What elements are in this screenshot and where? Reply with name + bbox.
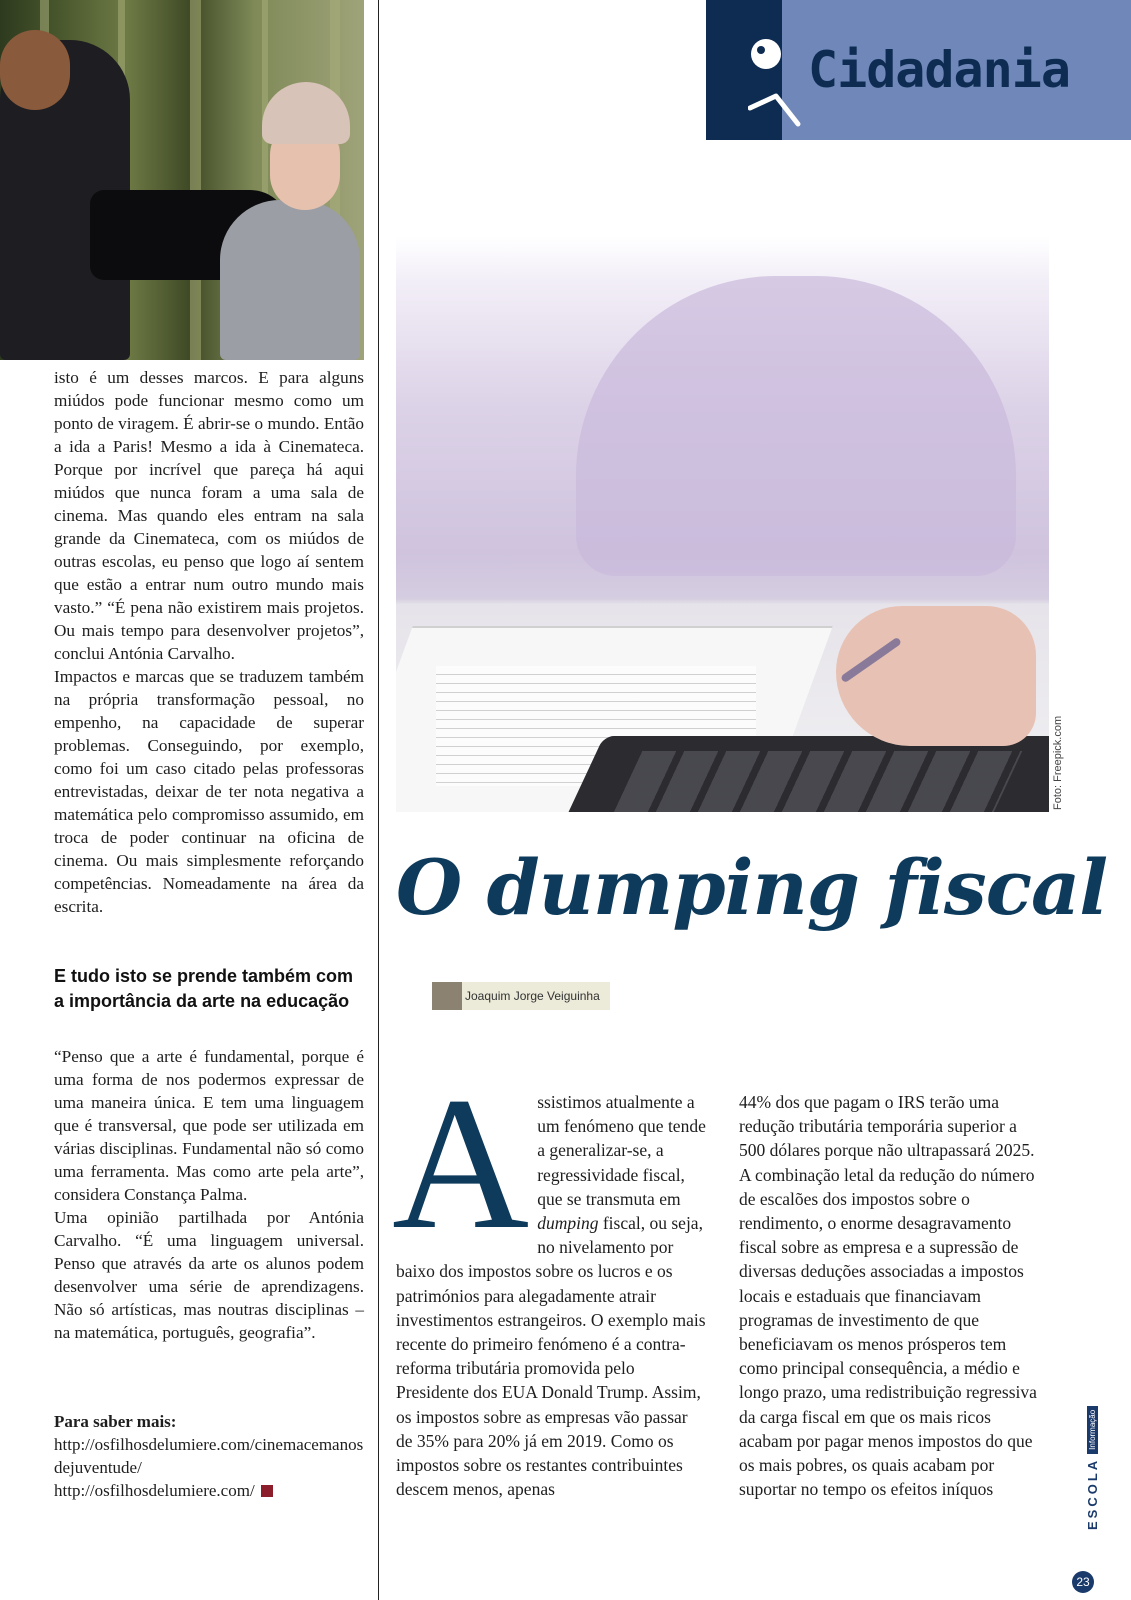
article-column-1 <box>392 1059 706 1501</box>
article-column-2-text: 44% dos que pagam o IRS terão uma redução tributária temporária superior a 500 dólares porque não ultrapassará 2025. A combinação letal da redução do número de escalões dos impostos sobre o rendimento, o enorme desagravamento fiscal sobre as empresa e a supressão de diversas deduções associadas a impostos locais e estaduais que financiavam programas de investimento de que beneficiavam os menos prósperos tem como principal consequência, a médio e longo prazo, uma redistribuição regressiva da carga fiscal em que os mais ricos acabam por pagar menos impostos do que os mais pobres, os quais acabam por suportar no tempo os efeitos iníquos <box>739 1092 1037 1500</box>
left-paragraph-1-a: isto é um desses marcos. E para alguns miúdos pode funcionar mesmo como um ponto de viragem. É abrir-se o mundo. Então a ida a Paris! Mesmo a ida à Cinemateca. Porque por incrível que pareça há aqui miúdos que nunca foram a uma sala de cinema. Mas quando eles entram na sala grande da Cinemateca, com os miúdos de outras escolas, eu penso que logo aí sentem que estão a entrar num outro mundo mais vasto.” “É pena não existirem mais projetos. Ou mais tempo para desenvolver projetos”, conclui Antónia Carvalho. <box>54 368 364 663</box>
more-info-link-1[interactable]: http://osfilhosdelumiere.com/cinemacemanosdejuventude/ <box>54 1435 364 1477</box>
article-column-2 <box>739 1090 1039 1501</box>
article-text-1b: fiscal, ou seja, no nivelamento por baixo dos impostos sobre os lucros e os patrimónios para alegadamente atrair investimentos estrangeiros. O exemplo mais recente do primeiro fenómeno é a contra-reforma tributária promovida pelo Presidente dos EUA Donald Trump. Assim, os impostos sobre as empresas vão passar de 35% para 20% já em 2019. Como os impostos sobre os restantes contribuintes descem menos, apenas <box>396 1213 706 1500</box>
magazine-name: ESCOLA <box>1085 1457 1100 1530</box>
calculator-photo <box>396 236 1049 812</box>
photo-credit: Foto: Freepick.com <box>1052 715 1064 810</box>
kids-filming-photo <box>0 0 364 360</box>
magazine-subtitle: Informação <box>1087 1406 1098 1454</box>
hand <box>836 606 1036 746</box>
left-paragraph-2-a: “Penso que a arte é fundamental, porque é uma forma de nos podermos expressar de uma maneira única. E tem uma linguagem que é transversal, que pode ser utilizada em várias disciplinas. Fundamental não só como uma ferramenta. Mas como arte pela arte”, considera Constança Palma. <box>54 1047 364 1204</box>
left-paragraph-2-b: Uma opinião partilhada por Antónia Carvalho. “É uma linguagem universal. Penso que através da arte os alunos podem desenvolver uma série de aprendizagens. Não só artísticas, mas noutras disciplinas – na matemática, português, geografia”. <box>54 1208 364 1342</box>
page-number: 23 <box>1072 1571 1094 1593</box>
calculator-keys <box>610 751 1023 812</box>
more-info-block <box>54 1410 364 1502</box>
article-title: O dumping fiscal <box>396 843 1108 932</box>
article-text-1a: ssistimos atualmente a um fenómeno que tende a generalizar-se, a regressividade fiscal, que se transmuta em <box>537 1092 706 1209</box>
more-info-link-2[interactable]: http://osfilhosdelumiere.com/ <box>54 1481 255 1500</box>
left-paragraph-2 <box>54 1045 364 1344</box>
left-paragraph-1 <box>54 366 364 918</box>
end-mark-icon <box>261 1485 273 1497</box>
magazine-label <box>1085 1390 1105 1530</box>
left-subheading: E tudo isto se prende também com a importância da arte na educação <box>54 966 354 1011</box>
ball-and-figure-icon <box>748 38 808 130</box>
author-name: Joaquim Jorge Veiguinha <box>465 989 600 1003</box>
column-divider <box>378 0 379 1600</box>
drop-cap: A <box>392 1059 530 1269</box>
more-info-title: Para saber mais: <box>54 1412 177 1431</box>
person-arm-shape <box>576 276 1016 576</box>
article-text-italic: dumping <box>537 1213 599 1234</box>
author-square <box>432 982 462 1010</box>
boy-face <box>0 30 70 110</box>
girl-figure <box>220 200 360 360</box>
left-paragraph-1-b: Impactos e marcas que se traduzem também na própria transformação pessoal, no empenho, na capacidade de superar problemas. Conseguindo, por exemplo, como foi um caso citado pelas professoras entrevistadas, deixar de ter nota negativa a matemática pelo compromisso assumido, em troca de poder continuar na oficina de cinema. Ou mais simplesmente reforçando competências. Nomeadamente na área da escrita. <box>54 667 364 916</box>
section-title: Cidadania <box>808 41 1070 99</box>
